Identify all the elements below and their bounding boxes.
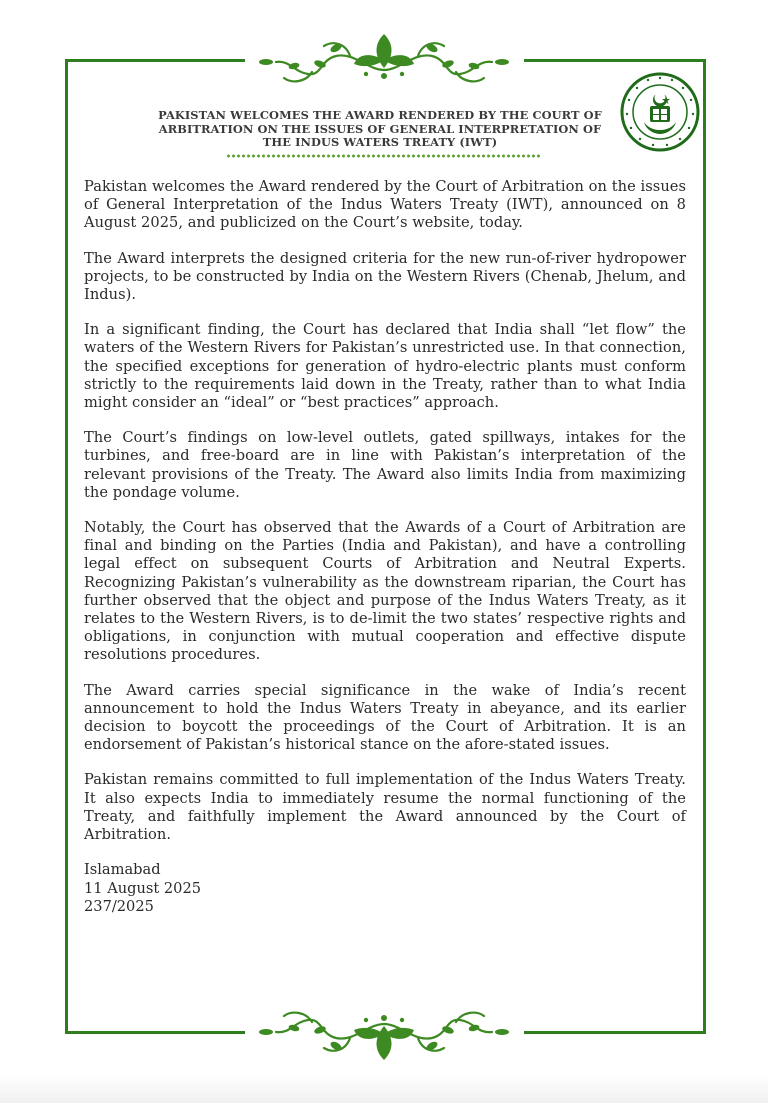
ministry-emblem-icon <box>620 72 700 152</box>
press-release-body <box>84 178 686 916</box>
paragraph: Pakistan welcomes the Award rendered by the Court of Arbitration on the issues of General Interpretation of the Indus Waters Treaty (IWT), announced on 8 August 2025, and publicized on the Court’s website, today. <box>84 178 686 232</box>
closing-reference: 237/2025 <box>84 897 154 915</box>
paragraph: Pakistan remains committed to full implementation of the Indus Waters Treaty. It also expects India to immediately resume the normal functioning of the Treaty, and faithfully implement the Award announced by the Court of Arbitration. <box>84 771 686 844</box>
frame-left <box>65 59 68 1034</box>
closing-place: Islamabad <box>84 861 161 879</box>
title-line: PAKISTAN WELCOMES THE AWARD RENDERED BY THE COURT OF <box>158 108 602 122</box>
floral-ornament-icon <box>250 1008 518 1064</box>
closing-block <box>84 861 686 916</box>
floral-ornament-icon <box>250 30 518 86</box>
title-line: THE INDUS WATERS TREATY (IWT) <box>262 135 498 150</box>
dotted-divider <box>226 154 540 158</box>
frame-bottom-left <box>65 1031 245 1034</box>
frame-top-left <box>65 59 245 62</box>
paragraph: Notably, the Court has observed that the Awards of a Court of Arbitration are final and binding on the Parties (India and Pakistan), and have a controlling legal effect on subsequent Courts of Arbitration and Neutral Experts. Recognizing Pakistan’s vulnerability as the downstream riparian, the Court has further observed that the object and purpose of the Indus Waters Treaty, as it relates to the Western Rivers, is to de-limit the two states’ respective rights and obligations, in conjunction with mutual cooperation and effective dispute resolutions procedures. <box>84 519 686 664</box>
page-title <box>130 109 630 150</box>
paragraph: The Award carries special significance in the wake of India’s recent announcement to hold the Indus Waters Treaty in abeyance, and its earlier decision to boycott the proceedings of the Court of Arbitration. It is an endorsement of Pakistan’s historical stance on the afore-stated issues. <box>84 681 686 754</box>
paragraph: The Award interprets the designed criteria for the new run-of-river hydropower projects, to be constructed by India on the Western Rivers (Chenab, Jhelum, and Indus). <box>84 249 686 304</box>
frame-bottom-right <box>524 1031 706 1034</box>
paragraph: The Court’s findings on low-level outlets, gated spillways, intakes for the turbines, and free-board are in line with Pakistan’s interpretation of the relevant provisions of the Treaty. The Award also limits India from maximizing the pondage volume. <box>84 429 686 501</box>
frame-top-right <box>524 59 706 62</box>
page-bottom-shade <box>0 1075 768 1103</box>
paragraph: In a significant finding, the Court has declared that India shall “let flow” the waters of the Western Rivers for Pakistan’s unrestricted use. In that connection, the specified exceptions for generation of hydro-electric plants must conform strictly to the requirements laid down in the Treaty, rather than to what India might consider an “ideal” or “best practices” approach. <box>84 321 686 412</box>
title-line: ARBITRATION ON THE ISSUES OF GENERAL INTERPRETATION OF <box>158 121 602 136</box>
closing-date: 11 August 2025 <box>84 879 202 897</box>
frame-right <box>703 59 706 1034</box>
